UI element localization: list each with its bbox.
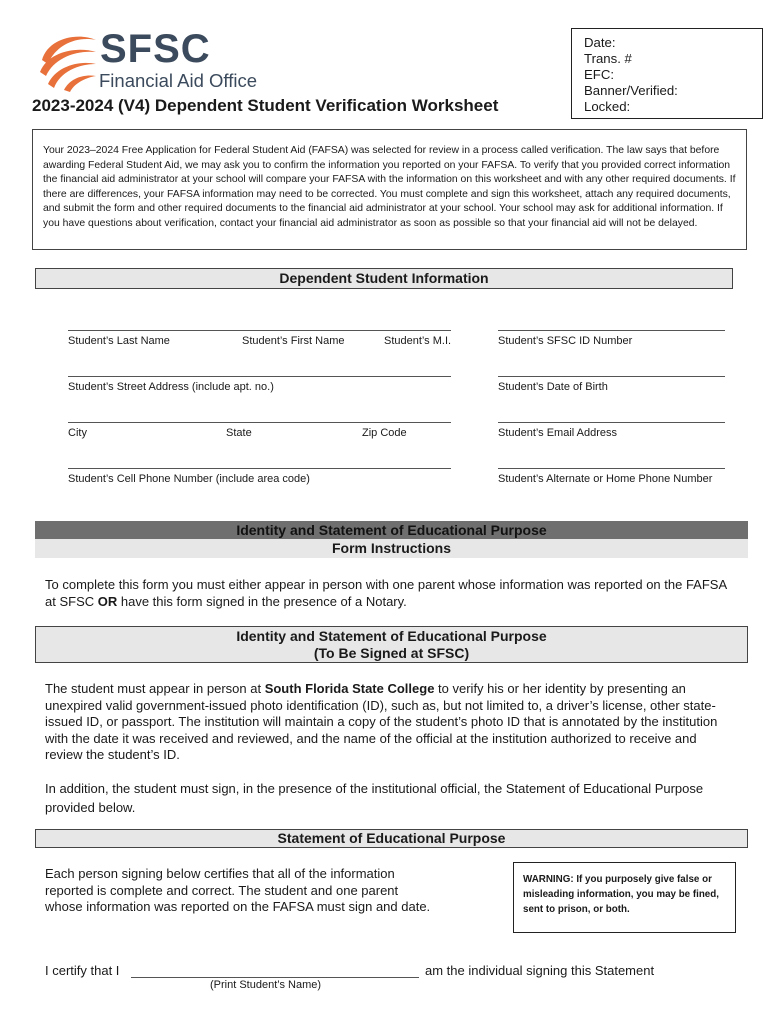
alt-phone-label: Student’s Alternate or Home Phone Number — [498, 473, 713, 485]
first-name-label: Student’s First Name — [242, 335, 345, 347]
intro-notice — [32, 129, 747, 250]
banner-verified-field: Banner/Verified: — [584, 83, 678, 98]
identity-sfsc-subheading: (To Be Signed at SFSC) — [313, 645, 470, 661]
certify-suffix: am the individual signing this Statement — [425, 963, 655, 978]
last-first-mi-input-line[interactable] — [68, 330, 451, 331]
certify-prefix: I certify that I — [45, 963, 120, 978]
form-instructions-heading: Form Instructions — [35, 539, 748, 558]
identity-sfsc-heading: Identity and Statement of Educational Purpose — [236, 628, 547, 644]
page-title: 2023-2024 (V4) Dependent Student Verification Worksheet — [32, 96, 499, 115]
section-header-identity-sfsc — [35, 626, 748, 663]
street-address-label: Student’s Street Address (include apt. no.) — [68, 381, 274, 393]
section-header-identity-instructions — [35, 521, 748, 559]
print-name-label: (Print Student’s Name) — [210, 979, 322, 991]
mi-label: Student’s M.I. — [384, 335, 452, 347]
certification-text: Each person signing below certifies that all of the information reported is complete and correct. The student and one parent whose information was reported on the FAFSA must sign and date. — [45, 866, 431, 914]
email-label: Student’s Email Address — [498, 427, 618, 439]
sfsc-id-input-line[interactable] — [498, 330, 725, 331]
sfsc-id-label: Student’s SFSC ID Number — [498, 335, 633, 347]
date-of-birth-label: Student’s Date of Birth — [498, 381, 608, 393]
logo-wordmark: SFSC — [100, 27, 211, 71]
sign-in-presence-paragraph: In addition, the student must sign, in the presence of the institutional official, the Statement of Educational Purpose provided below. — [45, 781, 704, 815]
state-label: State — [226, 427, 252, 439]
warning-box: WARNING: If you purposely give false or misleading information, you may be fined, sent to prison, or both. — [513, 862, 736, 933]
trans-field: Trans. # — [584, 51, 632, 66]
date-of-birth-input-line[interactable] — [498, 376, 725, 377]
cell-phone-label: Student’s Cell Phone Number (include area code) — [68, 473, 310, 485]
instructions-text: To complete this form you must either appear in person with one parent whose information was reported on the FAFSA at SFSC OR have this form signed in the presence of a Notary. — [45, 577, 727, 609]
email-input-line[interactable] — [498, 422, 725, 423]
city-state-zip-input-line[interactable] — [68, 422, 451, 423]
logo-subtitle: Financial Aid Office — [99, 70, 258, 91]
print-student-name-input-line[interactable] — [131, 977, 419, 978]
identity-paragraph: The student must appear in person at South Florida State College to verify his or her identity by presenting an unexpired valid government-issued photo identification (ID), such as, but not limited to, a driver’s license, other state-issued ID, or passport. The institution will maintain a copy of the student’s photo ID that is annotated by the institution with the date it was received and reviewed, and the name of the official at the institution authorized to receive and review the student’s ID. — [45, 681, 718, 762]
section-header-statement: Statement of Educational Purpose — [35, 829, 748, 848]
zip-label: Zip Code — [362, 427, 407, 439]
section-header-student-info: Dependent Student Information — [35, 268, 733, 289]
city-label: City — [68, 427, 87, 439]
date-field: Date: — [584, 35, 616, 50]
alt-phone-input-line[interactable] — [498, 468, 725, 469]
efc-field: EFC: — [584, 67, 615, 82]
identity-heading: Identity and Statement of Educational Purpose — [35, 521, 748, 540]
last-name-label: Student’s Last Name — [68, 335, 170, 347]
cell-phone-input-line[interactable] — [68, 468, 451, 469]
street-address-input-line[interactable] — [68, 376, 451, 377]
office-use-box — [571, 28, 763, 119]
intro-text: Your 2023–2024 Free Application for Federal Student Aid (FAFSA) was selected for review in a process called verification. The law says that before awarding Federal Student Aid, we may ask you to confirm the information you reported on your FAFSA. To verify that you provided correct information the financial aid administrator at your school will compare your FAFSA with the information on this worksheet and with any other required documents. If there are differences, your FAFSA information may need to be corrected. You must complete and sign this worksheet, attach any required documents, and submit the form and other required documents to the financial aid administrator at your school. Your school may ask for additional information. If you have questions about verification, contact your financial aid administrator as soon as possible so that your financial aid will not be delayed. — [43, 145, 736, 229]
locked-field: Locked: — [584, 99, 631, 114]
